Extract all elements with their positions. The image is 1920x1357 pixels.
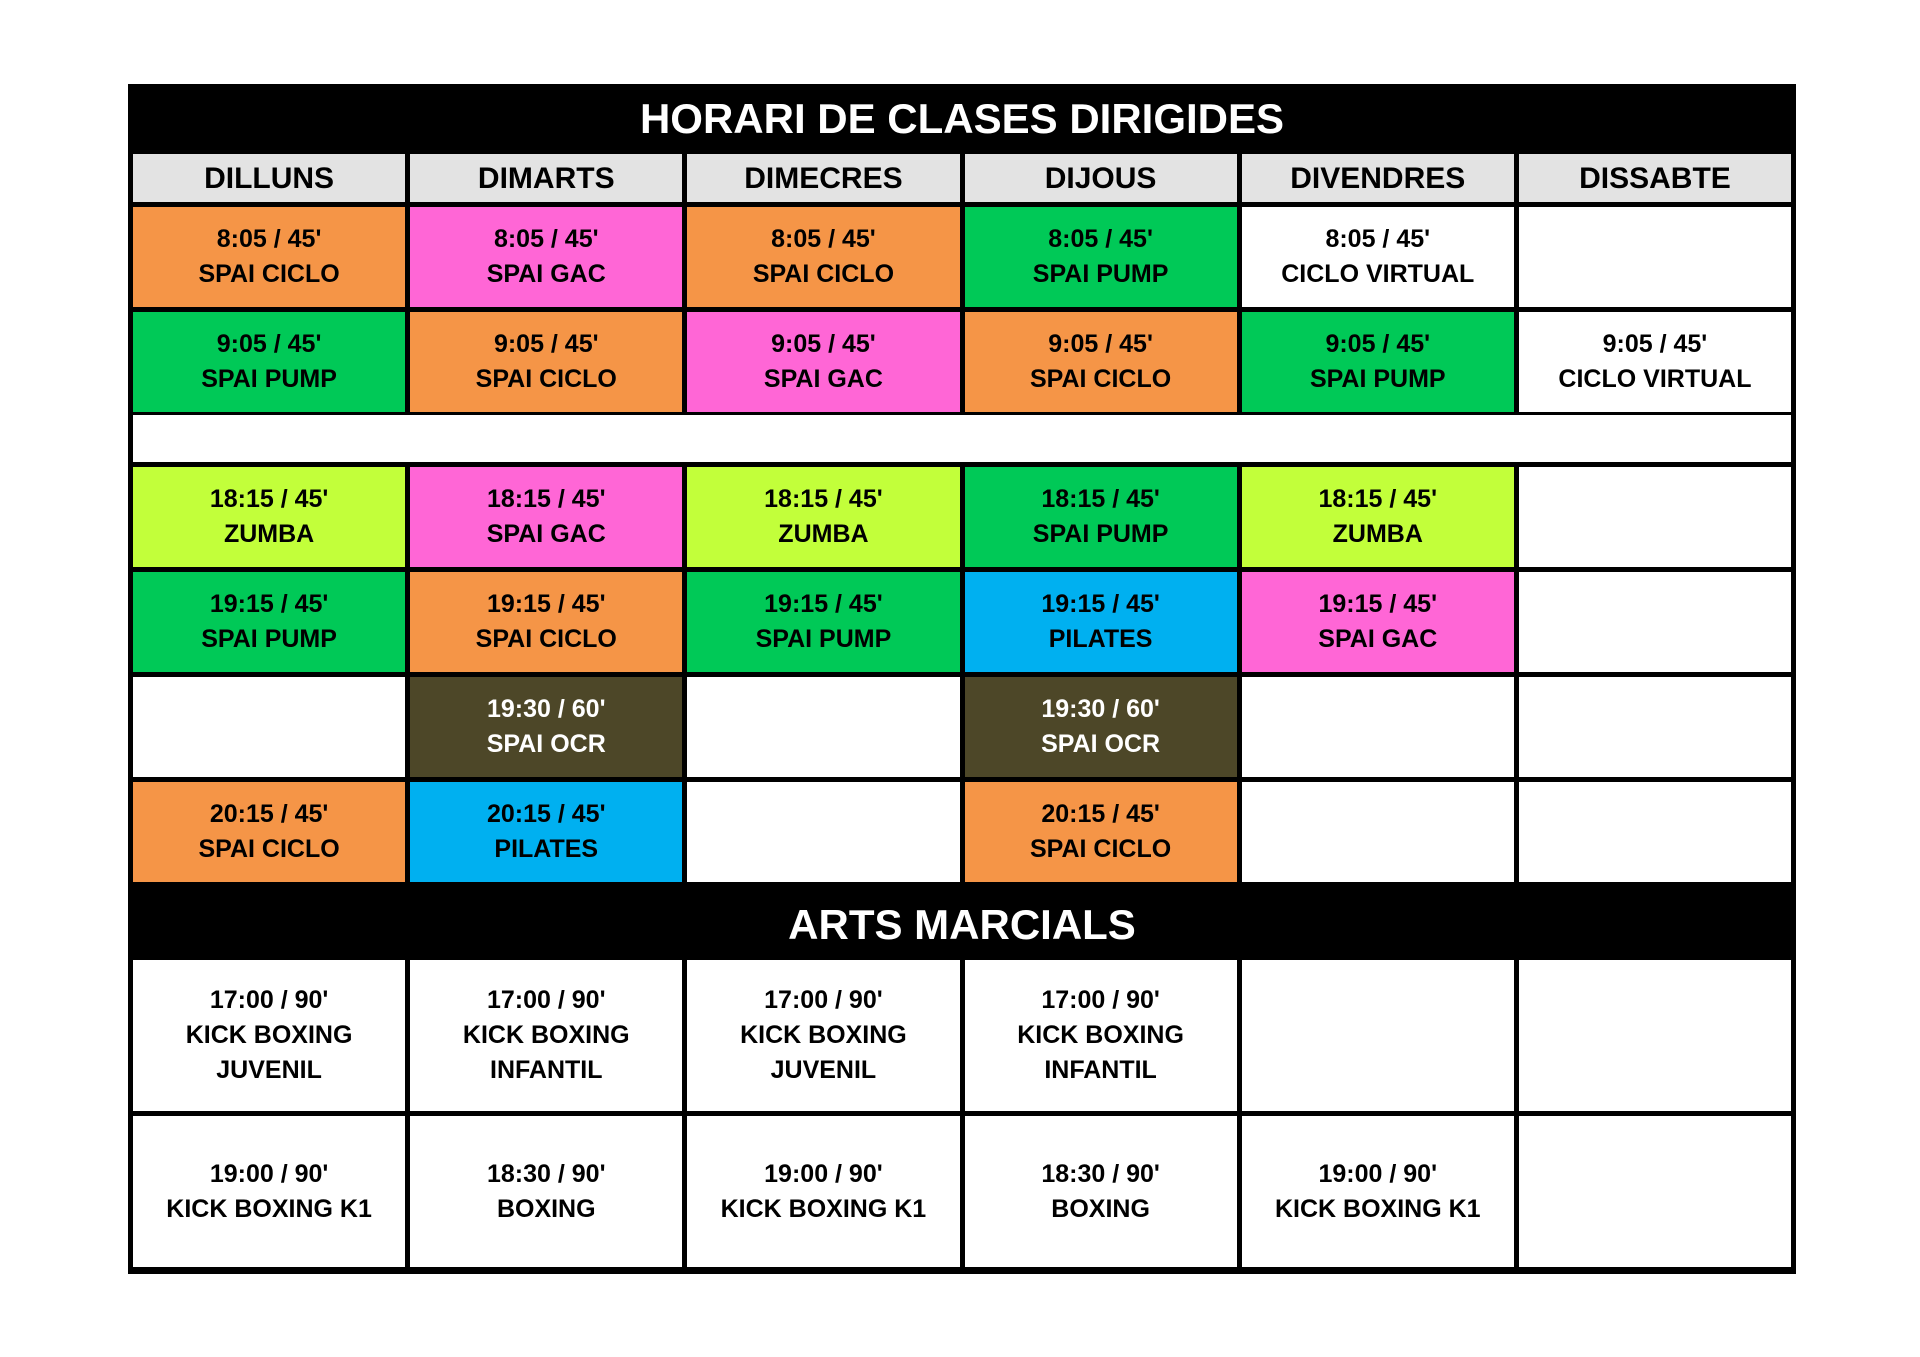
arts-class-line: INFANTIL [490,1056,603,1084]
day-header: DIMARTS [410,154,682,202]
arts-cell [965,960,1237,1111]
schedule-title: HORARI DE CLASES DIRIGIDES [639,95,1285,142]
class-name: ZUMBA [778,520,869,548]
class-name: SPAI OCR [486,730,606,758]
arts-time: 17:00 / 90' [486,986,606,1014]
class-cell [1242,207,1514,307]
arts-time: 17:00 / 90' [1041,986,1160,1014]
class-cell [965,677,1237,777]
class-name: SPAI GAC [486,520,606,548]
class-cell [133,782,405,882]
class-name: ZUMBA [1332,520,1423,548]
arts-class-line: KICK BOXING K1 [720,1194,927,1223]
arts-cell [410,1116,682,1267]
class-row [133,782,1791,882]
empty-cell [1519,960,1791,1111]
arts-class-line: JUVENIL [770,1056,877,1084]
arts-class-line: KICK BOXING [1017,1021,1184,1049]
empty-cell [1519,1116,1791,1267]
arts-class-line: KICK BOXING [462,1021,630,1049]
class-time: 19:15 / 45' [1318,590,1438,618]
class-cell [965,782,1237,882]
break-spacer [133,415,1791,462]
empty-cell [1519,467,1791,567]
arts-class-line: INFANTIL [1044,1056,1157,1084]
class-cell [965,312,1237,412]
class-row [133,312,1791,412]
class-time: 8:05 / 45' [1325,225,1431,253]
class-time: 9:05 / 45' [1602,330,1708,358]
class-time: 19:30 / 60' [1041,695,1160,723]
arts-class-line: KICK BOXING K1 [166,1194,372,1223]
class-time: 19:15 / 45' [1041,590,1160,618]
class-name: PILATES [1048,625,1153,653]
empty-cell [1242,782,1514,882]
class-name: ZUMBA [223,520,315,548]
class-name: SPAI CICLO [475,365,617,393]
day-header-row [133,154,1791,202]
class-time: 9:05 / 45' [1048,330,1153,358]
class-time: 8:05 / 45' [1048,225,1153,253]
arts-class-line: KICK BOXING [185,1021,353,1049]
class-time: 9:05 / 45' [493,330,599,358]
class-name: SPAI CICLO [475,625,617,653]
arts-time: 18:30 / 90' [486,1159,606,1188]
arts-cell [687,960,959,1111]
class-cell [687,312,959,412]
class-cell [965,467,1237,567]
class-cell [687,207,959,307]
class-cell [965,207,1237,307]
class-name: SPAI CICLO [1029,365,1172,393]
class-cell [1242,572,1514,672]
class-time: 8:05 / 45' [771,225,876,253]
arts-row [133,1116,1791,1267]
class-row [133,467,1791,567]
class-time: 19:30 / 60' [486,695,606,723]
class-time: 18:15 / 45' [1041,485,1160,513]
class-cell [410,782,682,882]
arts-class-line: BOXING [1051,1194,1150,1223]
empty-cell [133,677,405,777]
class-name: SPAI CICLO [752,260,895,288]
class-cell [410,572,682,672]
class-cell [965,572,1237,672]
empty-cell [1519,677,1791,777]
class-name: SPAI CICLO [198,835,340,863]
empty-cell [1519,782,1791,882]
arts-time: 19:00 / 90' [1318,1159,1438,1188]
class-cell [1242,467,1514,567]
class-row [133,677,1791,777]
class-cell [410,677,682,777]
arts-class-line: JUVENIL [216,1056,322,1084]
class-cell [410,207,682,307]
class-time: 19:15 / 45' [209,590,329,618]
class-name: CICLO VIRTUAL [1558,365,1752,393]
day-header: DIMECRES [687,154,959,202]
arts-class-line: BOXING [496,1194,596,1223]
arts-cell [965,1116,1237,1267]
class-time: 9:05 / 45' [216,330,322,358]
day-header: DIJOUS [965,154,1237,202]
class-cell [133,572,405,672]
arts-cell [687,1116,959,1267]
class-name: SPAI PUMP [201,365,337,393]
empty-cell [1242,677,1514,777]
arts-time: 19:00 / 90' [764,1159,883,1188]
class-time: 19:15 / 45' [764,590,883,618]
class-name: PILATES [494,835,599,863]
arts-marcials-title: ARTS MARCIALS [788,901,1136,948]
class-cell [133,207,405,307]
empty-cell [1242,960,1514,1111]
class-row [133,572,1791,672]
class-cell [410,467,682,567]
class-time: 20:15 / 45' [486,800,606,828]
class-cell [687,572,959,672]
class-name: SPAI OCR [1041,730,1161,758]
class-cell [410,312,682,412]
schedule-sheet [128,84,1796,1274]
arts-time: 17:00 / 90' [209,986,329,1014]
class-name: SPAI PUMP [1032,260,1169,288]
empty-cell [1519,207,1791,307]
class-row [133,207,1791,307]
class-name: CICLO VIRTUAL [1281,260,1475,288]
class-time: 18:15 / 45' [1318,485,1438,513]
empty-cell [687,782,959,882]
class-cell [133,467,405,567]
arts-time: 18:30 / 90' [1041,1159,1160,1188]
class-time: 20:15 / 45' [209,800,329,828]
arts-cell [133,960,405,1111]
class-cell [1519,312,1791,412]
class-name: SPAI PUMP [1032,520,1169,548]
class-name: SPAI GAC [1318,625,1438,653]
class-time: 18:15 / 45' [209,485,329,513]
break-row [133,415,1791,462]
class-cell [687,467,959,567]
class-name: SPAI PUMP [755,625,892,653]
arts-time: 19:00 / 90' [209,1159,329,1188]
class-name: SPAI GAC [486,260,606,288]
day-header: DIVENDRES [1242,154,1514,202]
arts-row [133,960,1791,1111]
arts-time: 17:00 / 90' [764,986,883,1014]
day-header: DILLUNS [133,154,405,202]
class-name: SPAI GAC [763,365,883,393]
arts-cell [410,960,682,1111]
empty-cell [687,677,959,777]
class-time: 8:05 / 45' [216,225,322,253]
class-time: 20:15 / 45' [1041,800,1160,828]
class-cell [1242,312,1514,412]
day-header: DISSABTE [1519,154,1791,202]
class-name: SPAI PUMP [1309,365,1446,393]
arts-class-line: KICK BOXING K1 [1274,1194,1481,1223]
class-time: 9:05 / 45' [771,330,876,358]
arts-class-line: KICK BOXING [740,1021,907,1049]
arts-cell [1242,1116,1514,1267]
class-cell [133,312,405,412]
class-name: SPAI CICLO [198,260,340,288]
class-name: SPAI CICLO [1029,835,1172,863]
arts-cell [133,1116,405,1267]
class-time: 18:15 / 45' [486,485,606,513]
class-time: 18:15 / 45' [764,485,883,513]
class-time: 9:05 / 45' [1325,330,1431,358]
class-time: 19:15 / 45' [486,590,606,618]
class-name: SPAI PUMP [201,625,337,653]
class-time: 8:05 / 45' [493,225,599,253]
empty-cell [1519,572,1791,672]
